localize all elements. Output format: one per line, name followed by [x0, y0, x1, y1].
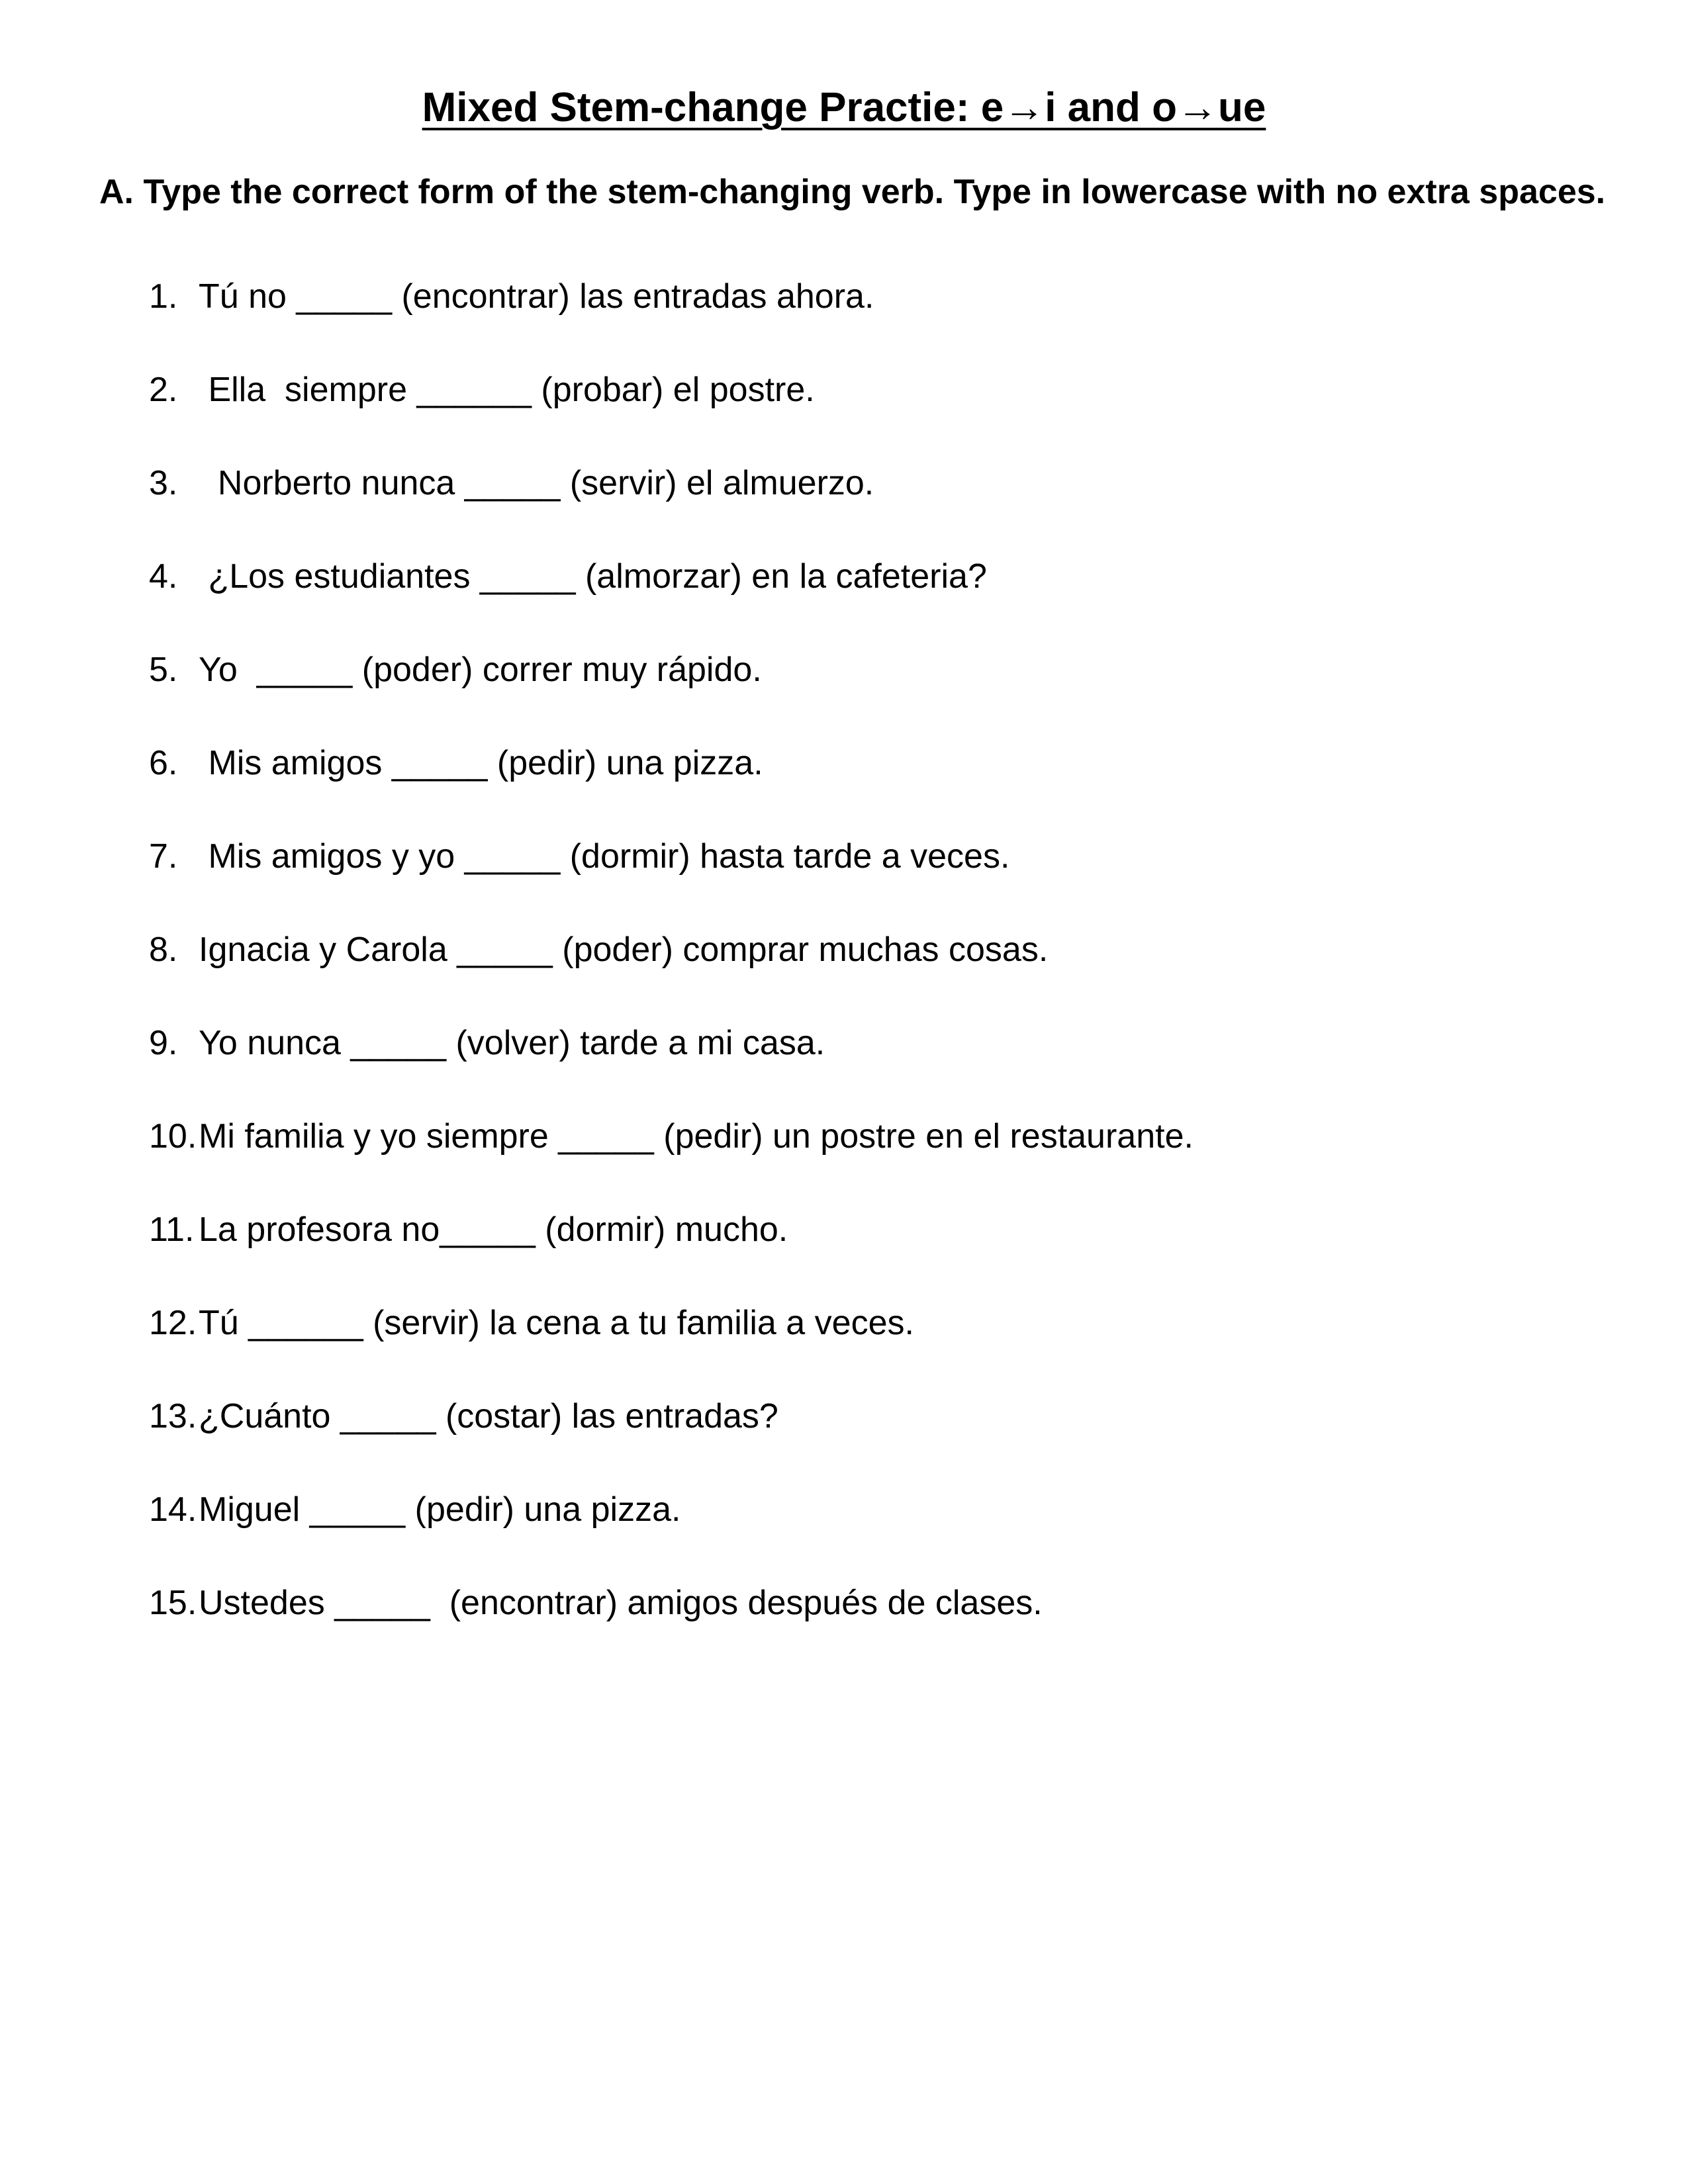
question-text: Yo nunca _____ (volver) tarde a mi casa.	[199, 1024, 825, 1062]
question-text: Mis amigos y yo _____ (dormir) hasta tarde a veces.	[199, 837, 1010, 876]
question-item	[149, 270, 874, 323]
instructions: A. Type the correct form of the stem-changing verb. Type in lowercase with no extra spaces.	[99, 173, 1606, 211]
question-number: 5.	[149, 651, 178, 689]
question-item	[149, 737, 763, 790]
question-text: Norberto nunca _____ (servir) el almuerzo.	[199, 464, 874, 502]
question-number: 3.	[149, 464, 178, 502]
question-item	[149, 1110, 1194, 1163]
question-number: 10.	[149, 1117, 197, 1156]
question-item	[149, 1017, 825, 1069]
question-number: 6.	[149, 744, 178, 782]
question-text: Tú ______ (servir) la cena a tu familia a veces.	[199, 1304, 914, 1342]
question-item	[149, 363, 815, 416]
question-item	[149, 1576, 1043, 1629]
question-number: 15.	[149, 1584, 197, 1622]
question-item	[149, 457, 874, 510]
question-number: 8.	[149, 931, 178, 969]
question-item	[149, 1297, 914, 1349]
question-number: 7.	[149, 837, 178, 876]
question-number: 2.	[149, 371, 178, 409]
page-title-text: Mixed Stem-change Practie: e→i and o→ue	[422, 85, 1266, 130]
question-number: 9.	[149, 1024, 178, 1062]
question-text: ¿Los estudiantes _____ (almorzar) en la cafeteria?	[199, 557, 987, 596]
question-number: 4.	[149, 557, 178, 596]
question-text: Miguel _____ (pedir) una pizza.	[199, 1490, 681, 1529]
question-text: La profesora no_____ (dormir) mucho.	[199, 1210, 788, 1249]
question-number: 12.	[149, 1304, 197, 1342]
question-text: Mi familia y yo siempre _____ (pedir) un postre en el restaurante.	[199, 1117, 1194, 1156]
question-text: Ignacia y Carola _____ (poder) comprar muchas cosas.	[199, 931, 1049, 969]
question-item	[149, 1483, 680, 1536]
question-text: ¿Cuánto _____ (costar) las entradas?	[199, 1397, 778, 1435]
question-number: 11.	[149, 1210, 195, 1249]
question-text: Ustedes _____ (encontrar) amigos después de clases.	[199, 1584, 1043, 1622]
question-item	[149, 643, 762, 696]
question-number: 13.	[149, 1397, 197, 1435]
question-item	[149, 1203, 788, 1256]
question-text: Mis amigos _____ (pedir) una pizza.	[199, 744, 763, 782]
question-text: Ella siempre ______ (probar) el postre.	[199, 371, 815, 409]
question-text: Tú no _____ (encontrar) las entradas ahora.	[199, 277, 874, 316]
question-item	[149, 550, 987, 603]
question-item	[149, 830, 1009, 883]
question-item	[149, 923, 1048, 976]
question-number: 1.	[149, 277, 178, 316]
question-text: Yo _____ (poder) correr muy rápido.	[199, 651, 762, 689]
question-number: 14.	[149, 1490, 197, 1529]
question-item	[149, 1390, 778, 1443]
